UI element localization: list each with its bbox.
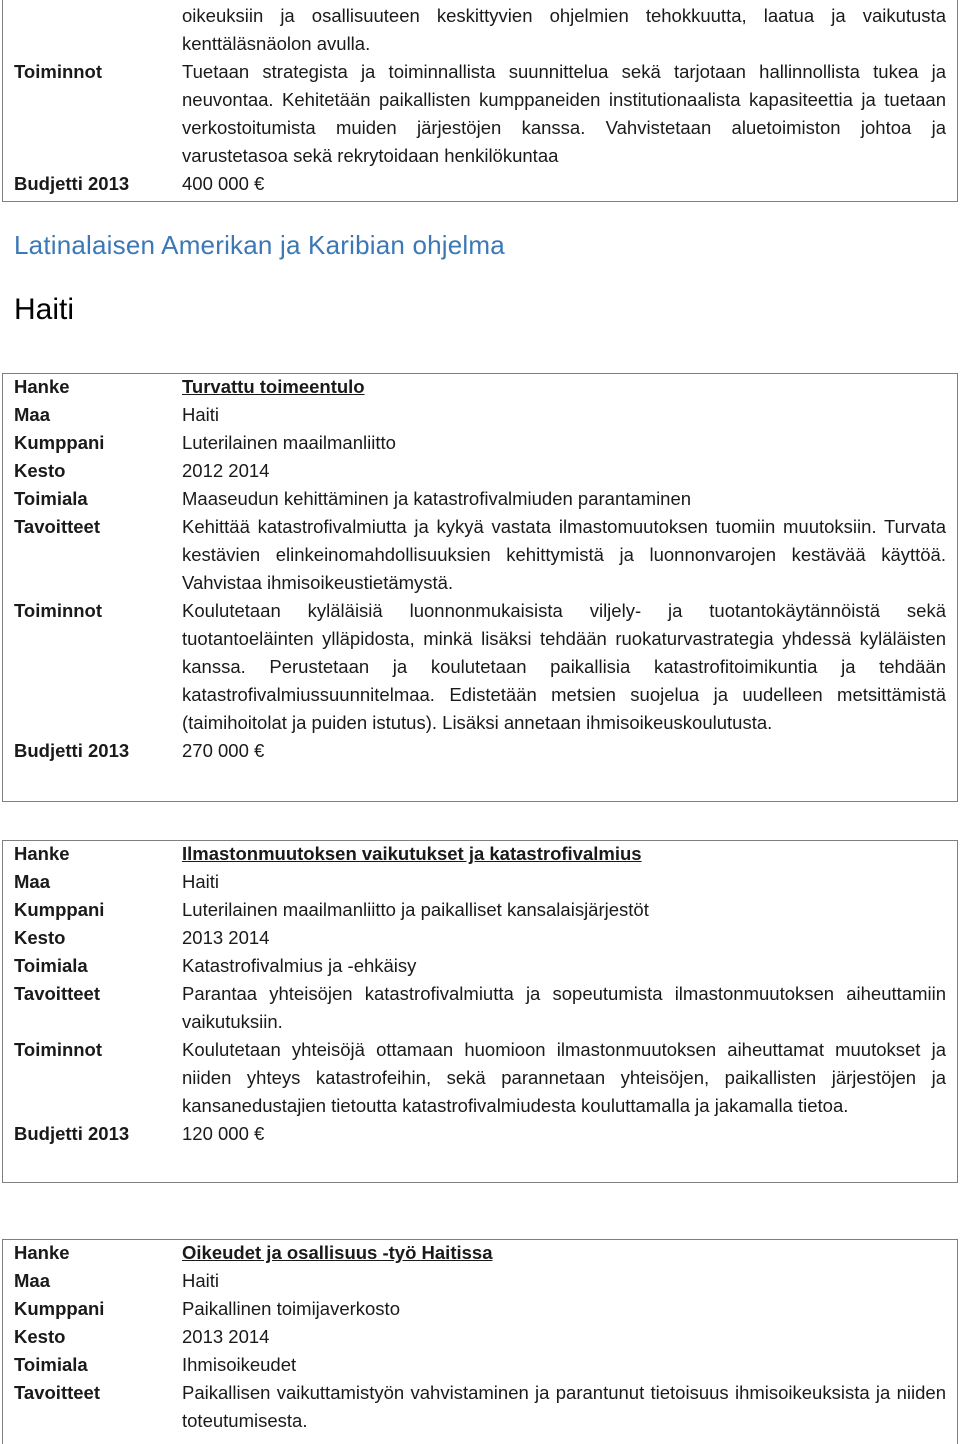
project-name: Oikeudet ja osallisuus -työ Haitissa bbox=[182, 1242, 493, 1263]
project-table-1 bbox=[2, 373, 958, 765]
field-key: Budjetti 2013 bbox=[14, 1123, 130, 1144]
intro-value: oikeuksiin ja osallisuuteen keskittyvien ohjelmien tehokkuutta, laatua ja vaikutusta kenttäläsnäolon avulla. bbox=[182, 5, 946, 54]
field-value: 120 000 € bbox=[182, 1123, 265, 1144]
intro-row-budget bbox=[2, 170, 958, 198]
project-row-budget bbox=[2, 1120, 958, 1148]
project-row-budget bbox=[2, 737, 958, 765]
project-row-maa bbox=[2, 868, 958, 896]
project-row-kesto bbox=[2, 924, 958, 952]
project-name: Turvattu toimeentulo bbox=[182, 376, 365, 397]
field-value: Haiti bbox=[182, 871, 220, 892]
field-value: Katastrofivalmius ja -ehkäisy bbox=[182, 955, 417, 976]
intro-value: Tuetaan strategista ja toiminnallista suunnittelua sekä tarjotaan hallinnollista tukea ja neuvontaa. Kehitetään paikallisten kumppaneiden institutionaalista kapasiteettia ja tuetaan verkostoitumista muiden järjestöjen kanssa. Vahvistetaan aluetoimiston johtoa ja varustetasoa sekä rekrytoidaan henkilökuntaa bbox=[182, 61, 946, 166]
project-row-kesto bbox=[2, 457, 958, 485]
field-value: Luterilainen maailmanliitto ja paikalliset kansalaisjärjestöt bbox=[182, 899, 649, 920]
project-row-maa bbox=[2, 401, 958, 429]
field-key: Kumppani bbox=[14, 1298, 105, 1319]
project-row-tavoitteet bbox=[2, 1379, 958, 1435]
project-row-kumppani bbox=[2, 896, 958, 924]
field-value: Haiti bbox=[182, 404, 220, 425]
field-value: Koulutetaan kyläläisiä luonnonmukaisista viljely- ja tuotantokäytännöistä sekä tuotantoeläinten ylläpidosta, minkä lisäksi tehdään ruokaturvastrategia yhdessä kyläläisten kanssa. Perustetaan ja koulutetaan paikallisia katastrofitoimikuntia ja tehdään katastrofivalmiussuunnitelmaa. Edistetään metsien suojelua ja uudelleen metsittämistä (taimihoitolat ja puiden istutus). Lisäksi annetaan ihmisoikeuskoulutusta. bbox=[182, 600, 946, 733]
field-value: Luterilainen maailmanliitto bbox=[182, 432, 396, 453]
project-row-kumppani bbox=[2, 429, 958, 457]
project-row-hanke bbox=[2, 840, 958, 868]
project-row-kesto bbox=[2, 1323, 958, 1351]
intro-key bbox=[2, 2, 182, 58]
field-key: Toimiala bbox=[14, 1354, 88, 1375]
project-row-toimiala bbox=[2, 1351, 958, 1379]
field-value: 2012 2014 bbox=[182, 460, 270, 481]
field-key: Toimiala bbox=[14, 955, 88, 976]
field-value: Haiti bbox=[182, 1270, 220, 1291]
field-key: Toimiala bbox=[14, 488, 88, 509]
project-row-tavoitteet bbox=[2, 513, 958, 597]
field-value: 2013 2014 bbox=[182, 1326, 270, 1347]
field-key: Toiminnot bbox=[14, 600, 103, 621]
country-title: Haiti bbox=[14, 293, 75, 326]
field-value: Parantaa yhteisöjen katastrofivalmiutta ja sopeutumista ilmastonmuutoksen aiheuttamiin vaikutuksiin. bbox=[182, 983, 946, 1032]
field-key: Kumppani bbox=[14, 899, 105, 920]
project-row-toimiala bbox=[2, 952, 958, 980]
field-value: Ihmisoikeudet bbox=[182, 1354, 297, 1375]
field-key: Kesto bbox=[14, 927, 66, 948]
project-row-toiminnot bbox=[2, 597, 958, 737]
field-key: Tavoitteet bbox=[14, 1382, 101, 1403]
intro-row-toiminnot bbox=[2, 58, 958, 170]
field-value: Paikallinen toimijaverkosto bbox=[182, 1298, 400, 1319]
program-title: Latinalaisen Amerikan ja Karibian ohjelma bbox=[14, 230, 505, 260]
field-key: Hanke bbox=[14, 843, 70, 864]
intro-value: 400 000 € bbox=[182, 173, 265, 194]
intro-key: Budjetti 2013 bbox=[14, 173, 130, 194]
field-value: Kehittää katastrofivalmiutta ja kykyä vastata ilmastomuutoksen tuomiin muutoksiin. Turvata kestävien elinkeinomahdollisuuksien kehittymistä ja luonnonvarojen kestävää käyttöä. Vahvistaa ihmisoikeustietämystä. bbox=[182, 516, 946, 593]
field-key: Toiminnot bbox=[14, 1039, 103, 1060]
intro-block bbox=[2, 2, 958, 198]
field-value: Maaseudun kehittäminen ja katastrofivalmiuden parantaminen bbox=[182, 488, 692, 509]
project-row-hanke bbox=[2, 1239, 958, 1267]
field-key: Tavoitteet bbox=[14, 983, 101, 1004]
project-name: Ilmastonmuutoksen vaikutukset ja katastrofivalmius bbox=[182, 843, 642, 864]
field-value: Koulutetaan yhteisöjä ottamaan huomioon ilmastonmuutoksen aiheuttamat muutokset ja niiden yhteys katastrofeihin, sekä parannetaan yhteisöjen, paikallisten järjestöjen ja kansanedustajien tietoutta katastrofivalmiudesta kouluttamalla ja jakamalla tietoa. bbox=[182, 1039, 946, 1116]
field-key: Tavoitteet bbox=[14, 516, 101, 537]
field-key: Maa bbox=[14, 871, 50, 892]
field-key: Budjetti 2013 bbox=[14, 740, 130, 761]
project-row-tavoitteet bbox=[2, 980, 958, 1036]
field-key: Maa bbox=[14, 404, 50, 425]
field-key: Kumppani bbox=[14, 432, 105, 453]
field-key: Kesto bbox=[14, 460, 66, 481]
intro-row-description bbox=[2, 2, 958, 58]
field-key: Kesto bbox=[14, 1326, 66, 1347]
intro-key: Toiminnot bbox=[14, 61, 103, 82]
field-value: 2013 2014 bbox=[182, 927, 270, 948]
project-row-maa bbox=[2, 1267, 958, 1295]
field-value: 270 000 € bbox=[182, 740, 265, 761]
project-row-kumppani bbox=[2, 1295, 958, 1323]
project-table-3 bbox=[2, 1239, 958, 1435]
project-row-toiminnot bbox=[2, 1036, 958, 1120]
field-key: Hanke bbox=[14, 1242, 70, 1263]
project-table-2 bbox=[2, 840, 958, 1148]
field-value: Paikallisen vaikuttamistyön vahvistaminen ja parantunut tietoisuus ihmisoikeuksista ja niiden toteutumisesta. bbox=[182, 1382, 946, 1431]
field-key: Hanke bbox=[14, 376, 70, 397]
field-key: Maa bbox=[14, 1270, 50, 1291]
project-row-toimiala bbox=[2, 485, 958, 513]
project-row-hanke bbox=[2, 373, 958, 401]
